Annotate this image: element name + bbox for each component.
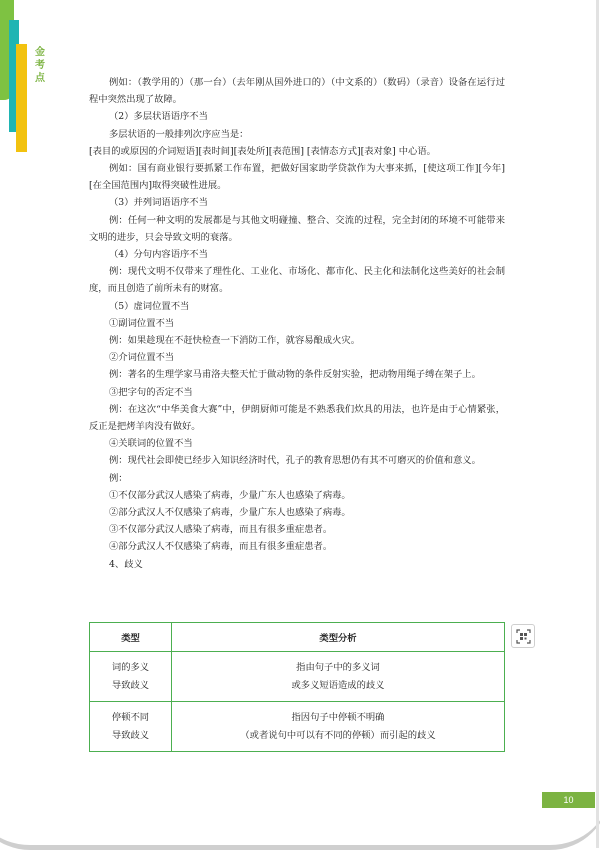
analysis-line: 或多义短语造成的歧义 bbox=[291, 679, 385, 691]
paragraph: 例如：（教学用的）（那一台）（去年刚从国外进口的）（中文系的）（数码）（录音）设备在运行过程中突然出现了故障。 bbox=[89, 77, 505, 106]
paragraph: ③不仅部分武汉人感染了病毒，而且有很多重症患者。 bbox=[109, 524, 333, 536]
paragraph: ④关联词的位置不当 bbox=[109, 438, 193, 450]
paragraph: 例：如果趁现在不赶快检查一下消防工作，就容易酿成火灾。 bbox=[109, 335, 361, 347]
analysis-cell bbox=[172, 702, 505, 752]
type-cell bbox=[90, 702, 172, 752]
column-header-analysis: 类型分析 bbox=[172, 623, 505, 652]
qr-code-icon bbox=[516, 629, 531, 644]
type-line: 导致歧义 bbox=[111, 679, 150, 691]
analysis-cell bbox=[172, 652, 505, 702]
paragraph: 例：著名的生理学家马甫洛夫整天忙于做动物的条件反射实验，把动物用绳子缚在架子上。 bbox=[109, 369, 481, 381]
page-edge-line bbox=[596, 0, 599, 848]
paragraph: 4、歧义 bbox=[109, 558, 143, 570]
paragraph: 例如：国有商业银行要抓紧工作布置，把做好国家助学贷款作为大事来抓，[使这项工作][今年][在全国范围内]取得突破性进展。 bbox=[89, 163, 505, 192]
paragraph: 例：现代社会即使已经步入知识经济时代，孔子的教育思想仍有其不可磨灭的价值和意义。 bbox=[109, 455, 481, 467]
paragraph: ④部分武汉人不仅感染了病毒，而且有很多重症患者。 bbox=[109, 541, 333, 553]
table-row bbox=[90, 652, 505, 702]
side-section-label bbox=[33, 46, 47, 85]
paragraph: [表目的或原因的介词短语][表时间][表处所][表范围] [表情态方式][表对象] 中心语。 bbox=[89, 145, 436, 157]
side-label-char: 金 bbox=[35, 47, 45, 58]
decor-bar-yellow bbox=[16, 44, 27, 152]
analysis-line: 指因句子中停顿不明确 bbox=[291, 712, 385, 723]
type-line: 词的多义 bbox=[111, 662, 150, 673]
ambiguity-type-table bbox=[89, 622, 505, 752]
paragraph: （2）多层状语语序不当 bbox=[109, 111, 208, 123]
table-row bbox=[90, 702, 505, 752]
paragraph: 例：现代文明不仅带来了理性化、工业化、市场化、都市化、民主化和法制化这些美好的社会制度，而且创造了前所未有的财富。 bbox=[89, 266, 505, 295]
side-label-char: 考 bbox=[35, 60, 45, 71]
table-header-row bbox=[90, 623, 505, 652]
paragraph: ①副词位置不当 bbox=[109, 317, 175, 329]
qr-code-button[interactable] bbox=[511, 624, 535, 648]
type-line: 停顿不同 bbox=[111, 712, 150, 723]
body-text bbox=[89, 74, 505, 573]
analysis-line: （或者说句中可以有不同的停顿）而引起的歧义 bbox=[240, 729, 436, 741]
paragraph: ②介词位置不当 bbox=[109, 352, 175, 364]
analysis-line: 指由句子中的多义词 bbox=[296, 662, 380, 673]
column-header-type: 类型 bbox=[90, 623, 172, 652]
side-label-char: 点 bbox=[35, 73, 45, 84]
paragraph: ①不仅部分武汉人感染了病毒，少量广东人也感染了病毒。 bbox=[109, 489, 351, 501]
paragraph: ③把字句的否定不当 bbox=[109, 386, 193, 398]
paragraph: （3）并列词语语序不当 bbox=[109, 197, 208, 209]
paragraph: 多层状语的一般排列次序应当是： bbox=[109, 128, 249, 140]
paragraph: ②部分武汉人不仅感染了病毒，少量广东人也感染了病毒。 bbox=[109, 507, 351, 519]
paragraph: 例：在这次“中华美食大赛”中，伊朗厨师可能是不熟悉我们炊具的用法，也许是由于心情紧张，反正是把烤羊肉没有做好。 bbox=[89, 403, 505, 433]
paragraph: 例： bbox=[109, 472, 128, 484]
type-cell bbox=[90, 652, 172, 702]
paragraph: （4）分句内容语序不当 bbox=[109, 249, 208, 261]
paragraph: 例：任何一种文明的发展都是与其他文明碰撞、整合、交流的过程，完全封闭的环境不可能带来文明的进步，只会导致文明的衰落。 bbox=[89, 214, 505, 243]
type-line: 导致歧义 bbox=[111, 729, 150, 741]
page-number: 10 bbox=[542, 792, 595, 808]
paragraph: （5）虚词位置不当 bbox=[109, 300, 190, 312]
